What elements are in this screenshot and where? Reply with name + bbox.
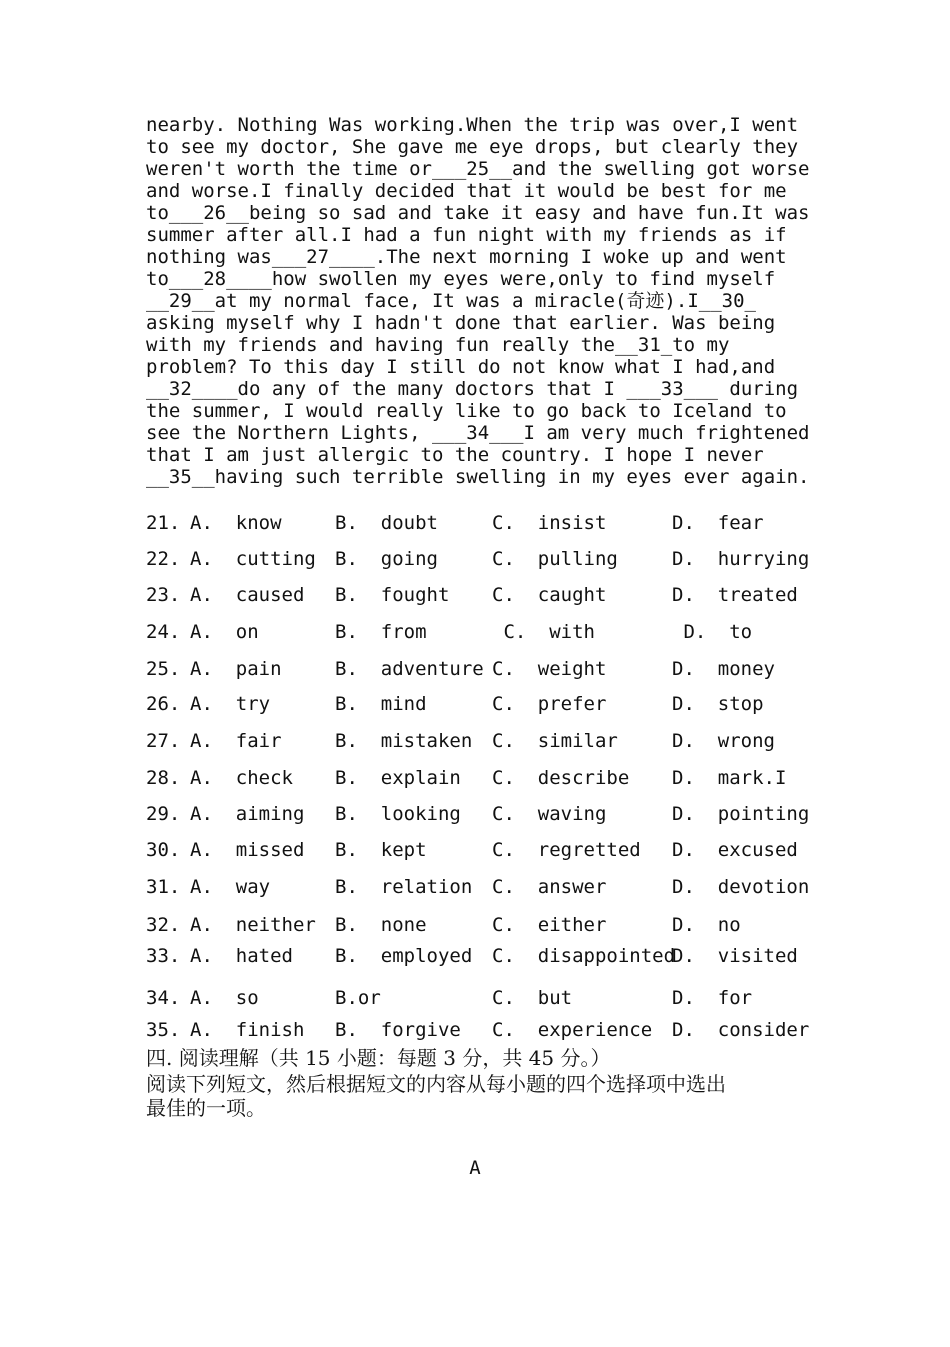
passage-line: to see my doctor, She gave me eye drops, but clearly they [146,136,799,158]
option-row [146,801,826,827]
option-b: B. looking [335,803,461,825]
option-d: D. to [672,621,753,643]
option-d: D. fear [672,512,764,534]
passage-line: problem? To this day I still do not know what I had,and [146,356,776,378]
option-row [146,943,826,969]
option-row [146,728,826,754]
option-d: D. consider [672,1019,810,1041]
passage-line: __35__having such terrible swelling in my eyes ever again. [146,466,810,488]
option-c: C. caught [492,584,607,606]
option-row [146,837,826,863]
option-c: C. with [492,621,595,643]
option-a: A. way [190,876,271,898]
passage-line: asking myself why I hadn't done that earlier. Was being [146,312,776,334]
option-d: D. no [672,914,741,936]
question-number: 23. [146,584,181,606]
section-heading: 四. 阅读理解（共 15 小题：每题 3 分，共 45 分。） [146,1046,611,1070]
option-a: A. know [190,512,282,534]
passage-line: that I am just allergic to the country. I hope I never [146,444,764,466]
question-number: 27. [146,730,181,752]
option-c: C. weight [492,658,607,680]
passage-line: to___26__being so sad and take it easy and have fun.It was [146,202,810,224]
option-b: B. from [335,621,427,643]
option-row [146,691,826,717]
option-b: B. relation [335,876,473,898]
option-a: A. check [190,767,293,789]
option-b: B. none [335,914,427,936]
passage-line: __32____do any of the many doctors that I ___33___ during [146,378,799,400]
option-b: B. adventure [335,658,484,680]
option-b: B. mistaken [335,730,473,752]
option-a: A. finish [190,1019,305,1041]
passage-line: __29__at my normal face, It was a miracle(奇迹).I__30_ [146,290,756,312]
question-number: 33. [146,945,181,967]
option-d: D. stop [672,693,764,715]
option-a: A. cutting [190,548,316,570]
question-number: 25. [146,658,181,680]
question-number: 35. [146,1019,181,1041]
option-b: B. explain [335,767,461,789]
question-number: 29. [146,803,181,825]
option-c: C. experience [492,1019,653,1041]
option-d: D. treated [672,584,798,606]
passage-line: and worse.I finally decided that it would be best for me [146,180,787,202]
option-row [146,619,826,645]
option-a: A. aiming [190,803,305,825]
option-c: C. either [492,914,607,936]
option-a: A. pain [190,658,282,680]
option-b: B. going [335,548,438,570]
option-b: B. mind [335,693,427,715]
passage-line: to___28____how swollen my eyes were,only to find myself [146,268,776,290]
option-row [146,765,826,791]
option-row [146,656,826,682]
question-number: 32. [146,914,181,936]
option-c: C. answer [492,876,607,898]
cloze-passage [146,114,826,488]
option-b: B. forgive [335,1019,461,1041]
option-b: B.or [335,987,381,1009]
option-d: D. money [672,658,775,680]
option-d: D. for [672,987,753,1009]
question-number: 22. [146,548,181,570]
option-a: A. on [190,621,259,643]
option-row [146,874,826,900]
instructions-line: 最佳的一项。 [146,1096,266,1120]
option-b: B. fought [335,584,450,606]
option-a: A. neither [190,914,316,936]
option-d: D. wrong [672,730,775,752]
question-number: 30. [146,839,181,861]
passage-line: see the Northern Lights, ___34___I am very much frightened [146,422,810,444]
question-number: 24. [146,621,181,643]
option-d: D. mark.I [672,767,787,789]
option-c: C. disappointed [492,945,676,967]
option-c: C. insist [492,512,607,534]
question-number: 28. [146,767,181,789]
passage-line: nothing was___27____.The next morning I woke up and went [146,246,787,268]
question-number: 21. [146,512,181,534]
option-d: D. pointing [672,803,810,825]
option-b: B. kept [335,839,427,861]
option-a: A. missed [190,839,305,861]
option-row [146,1017,826,1043]
option-c: C. similar [492,730,618,752]
option-row [146,546,826,572]
option-row [146,582,826,608]
option-c: C. but [492,987,573,1009]
option-c: C. describe [492,767,630,789]
passage-line: summer after all.I had a fun night with my friends as if [146,224,787,246]
instructions-line: 阅读下列短文，然后根据短文的内容从每小题的四个选择项中选出 [146,1072,726,1096]
option-a: A. fair [190,730,282,752]
option-a: A. try [190,693,271,715]
option-a: A. so [190,987,259,1009]
question-number: 26. [146,693,181,715]
passage-label: A [469,1157,481,1179]
option-c: C. pulling [492,548,618,570]
passage-line: with my friends and having fun really the__31_to my [146,334,730,356]
option-a: A. caused [190,584,305,606]
passage-line: nearby. Nothing Was working.When the trip was over,I went [146,114,799,136]
option-a: A. hated [190,945,293,967]
option-d: D. excused [672,839,798,861]
passage-line: weren't worth the time or___25__and the swelling got worse [146,158,810,180]
option-row [146,912,826,938]
option-b: B. doubt [335,512,438,534]
option-d: D. visited [672,945,798,967]
option-c: C. prefer [492,693,607,715]
option-c: C. waving [492,803,607,825]
question-number: 34. [146,987,181,1009]
option-b: B. employed [335,945,473,967]
passage-line: the summer, I would really like to go back to Iceland to [146,400,787,422]
option-c: C. regretted [492,839,641,861]
option-d: D. devotion [672,876,810,898]
option-row [146,510,826,536]
option-row [146,985,826,1011]
question-number: 31. [146,876,181,898]
option-d: D. hurrying [672,548,810,570]
